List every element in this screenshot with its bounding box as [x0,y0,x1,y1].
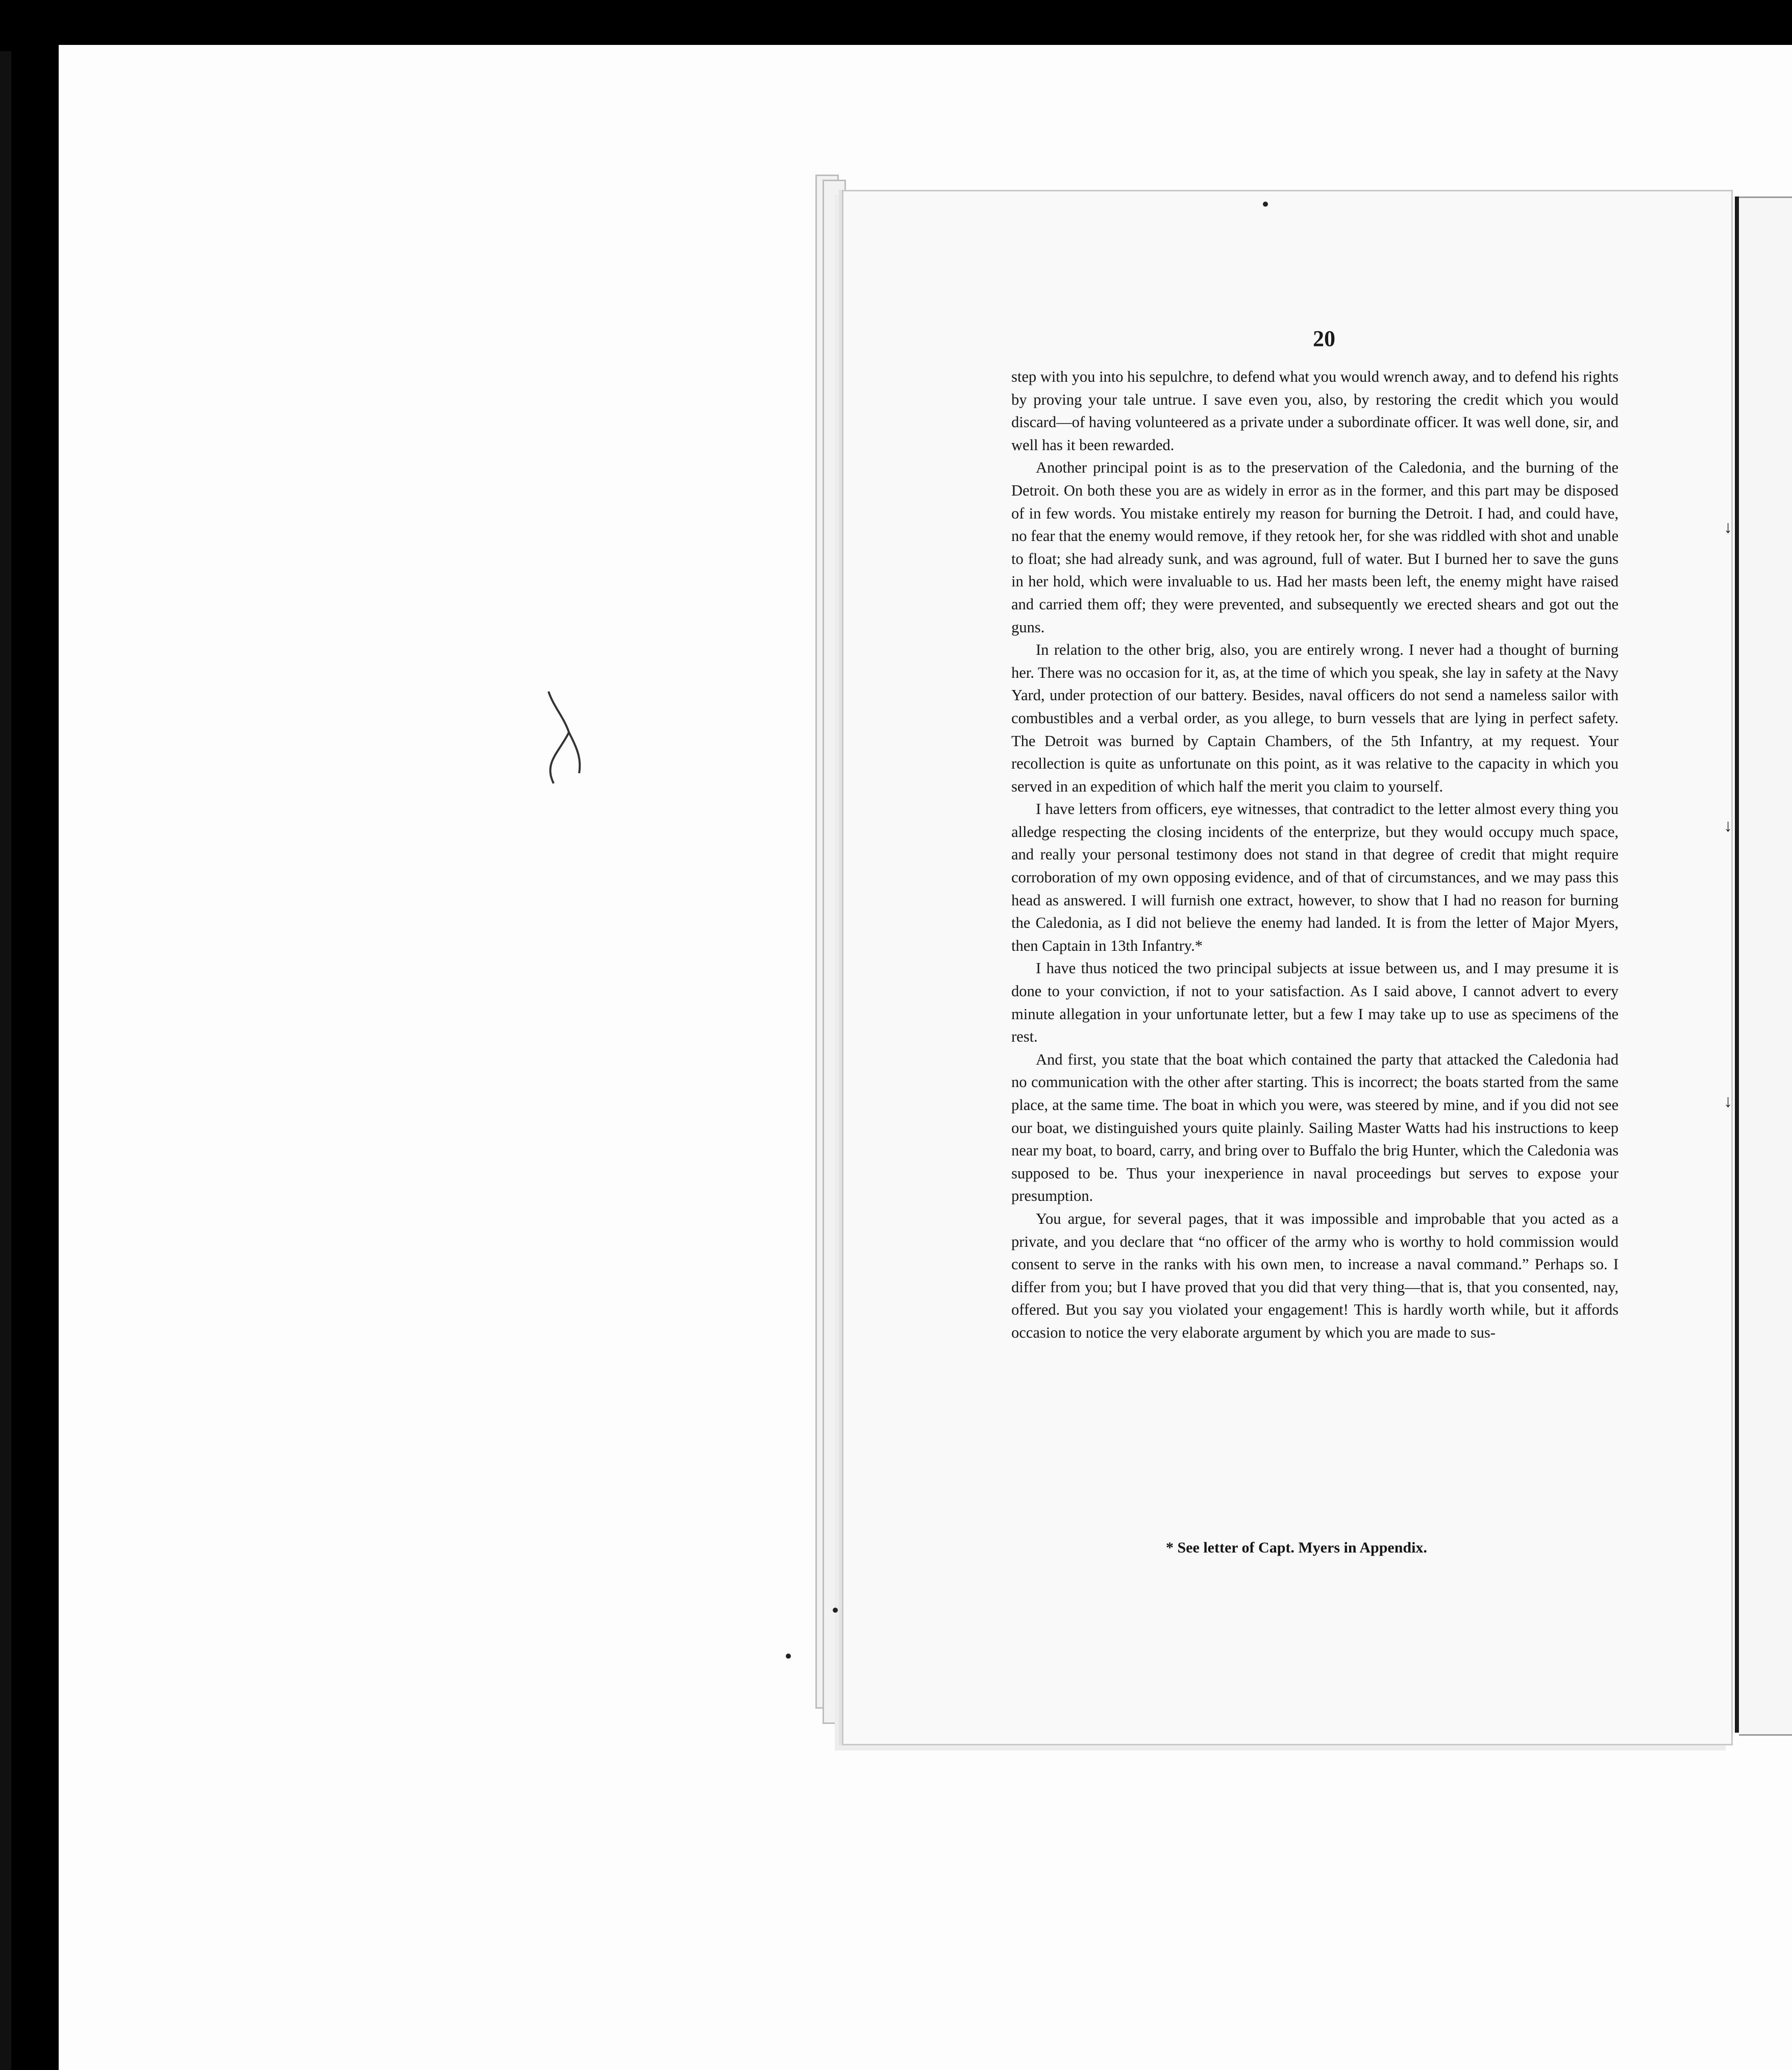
pencil-mark [533,686,594,794]
margin-dot-1 [833,1608,838,1613]
paragraph-3: In relation to the other brig, also, you are entirely wrong. I never had a thought of burning her. There was no occasion for it, as, at the time of which you speak, she lay in safety at the Navy Yard, under protection of our battery. Besides, naval officers do not send a nameless sailor with combustibles and a verbal order, as you allege, to burn vessels that are lying in perfect safety. The Detroit was burned by Captain Chambers, of the 5th Infantry, at my request. Your recollection is quite as unfortunate on this point, as it was relative to the capacity in which you served in an expedition of which half the merit you claim to yourself. [1011,641,1619,795]
paragraph-7: You argue, for several pages, that it was impossible and improbable that you acted as a private, and you declare that “no officer of the army who is worthy to hold commission would consent to serve in the ranks with his own men, to increase a naval command.” Perhaps so. I differ from you; but I have proved that you did that very thing—that is, that you consented, nay, offered. But you say you violated your engagement! This is hardly worth while, but it affords occasion to notice the very elaborate argument by which you are made to sus- [1011,1210,1619,1341]
margin-tick-3: ↓ [1724,1092,1732,1111]
paragraph-1: step with you into his sepulchre, to defend what you would wrench away, and to defend his rights by proving your tale untrue. I save even you, also, by restoring the credit which you would discard—of having volunteered as a private under a subordinate officer. It was well done, sir, and well has it been rewarded. [1011,368,1619,454]
body-text [1011,365,1619,1344]
page-number: 20 [1313,326,1335,351]
film-left-edge [0,51,11,2070]
margin-dot-3 [1263,202,1268,207]
margin-tick-1: ↓ [1724,518,1732,537]
margin-dot-2 [786,1654,791,1659]
paragraph-5: I have thus noticed the two principal subjects at issue between us, and I may presume it is done to your conviction, if not to your satisfaction. As I said above, I cannot advert to every minute allegation in your unfortunate letter, but a few I may take up to use as specimens of the rest. [1011,959,1619,1046]
paragraph-2: Another principal point is as to the preservation of the Caledonia, and the burning of the Detroit. On both these you are as widely in error as in the former, and this part may be disposed of in few words. You mistake entirely my reason for burning the Detroit. I had, and could have, no fear that the enemy would remove, if they retook her, for she was riddled with shot and unable to float; she had already sunk, and was aground, full of water. But I burned her to save the guns in her hold, which were invaluable to us. Had her masts been left, the enemy might have raised and carried them off; they were prevented, and subsequently we erected shears and got out the guns. [1011,459,1619,636]
margin-tick-2: ↓ [1724,817,1732,835]
facing-page-edge [1739,196,1792,1736]
footnote: * See letter of Capt. Myers in Appendix. [1166,1539,1427,1556]
paragraph-6: And first, you state that the boat which contained the party that attacked the Caledonia had no communication with the other after starting. This is incorrect; the boats started from the same place, at the same time. The boat in which you were, was steered by mine, and if you did not see our boat, we distinguished yours quite plainly. Sailing Master Watts had his instructions to keep near my boat, to board, carry, and bring over to Buffalo the brig Hunter, which the Caledonia was supposed to be. Thus your inexperience in naval proceedings but serves to expose your presumption. [1011,1050,1619,1205]
binding-line [1735,196,1739,1733]
paragraph-4: I have letters from officers, eye witnesses, that contradict to the letter almost every thing you alledge respecting the closing incidents of the enterprize, but they would occupy much space, and really your personal testimony does not stand in that degree of credit that might require corroboration of my own opposing evidence, and of that of circumstances, and we may pass this head as answered. I will furnish one extract, however, to show that I had no reason for burning the Caledonia, as I did not believe the enemy had landed. It is from the letter of Major Myers, then Captain in 13th Infantry.* [1011,800,1619,954]
